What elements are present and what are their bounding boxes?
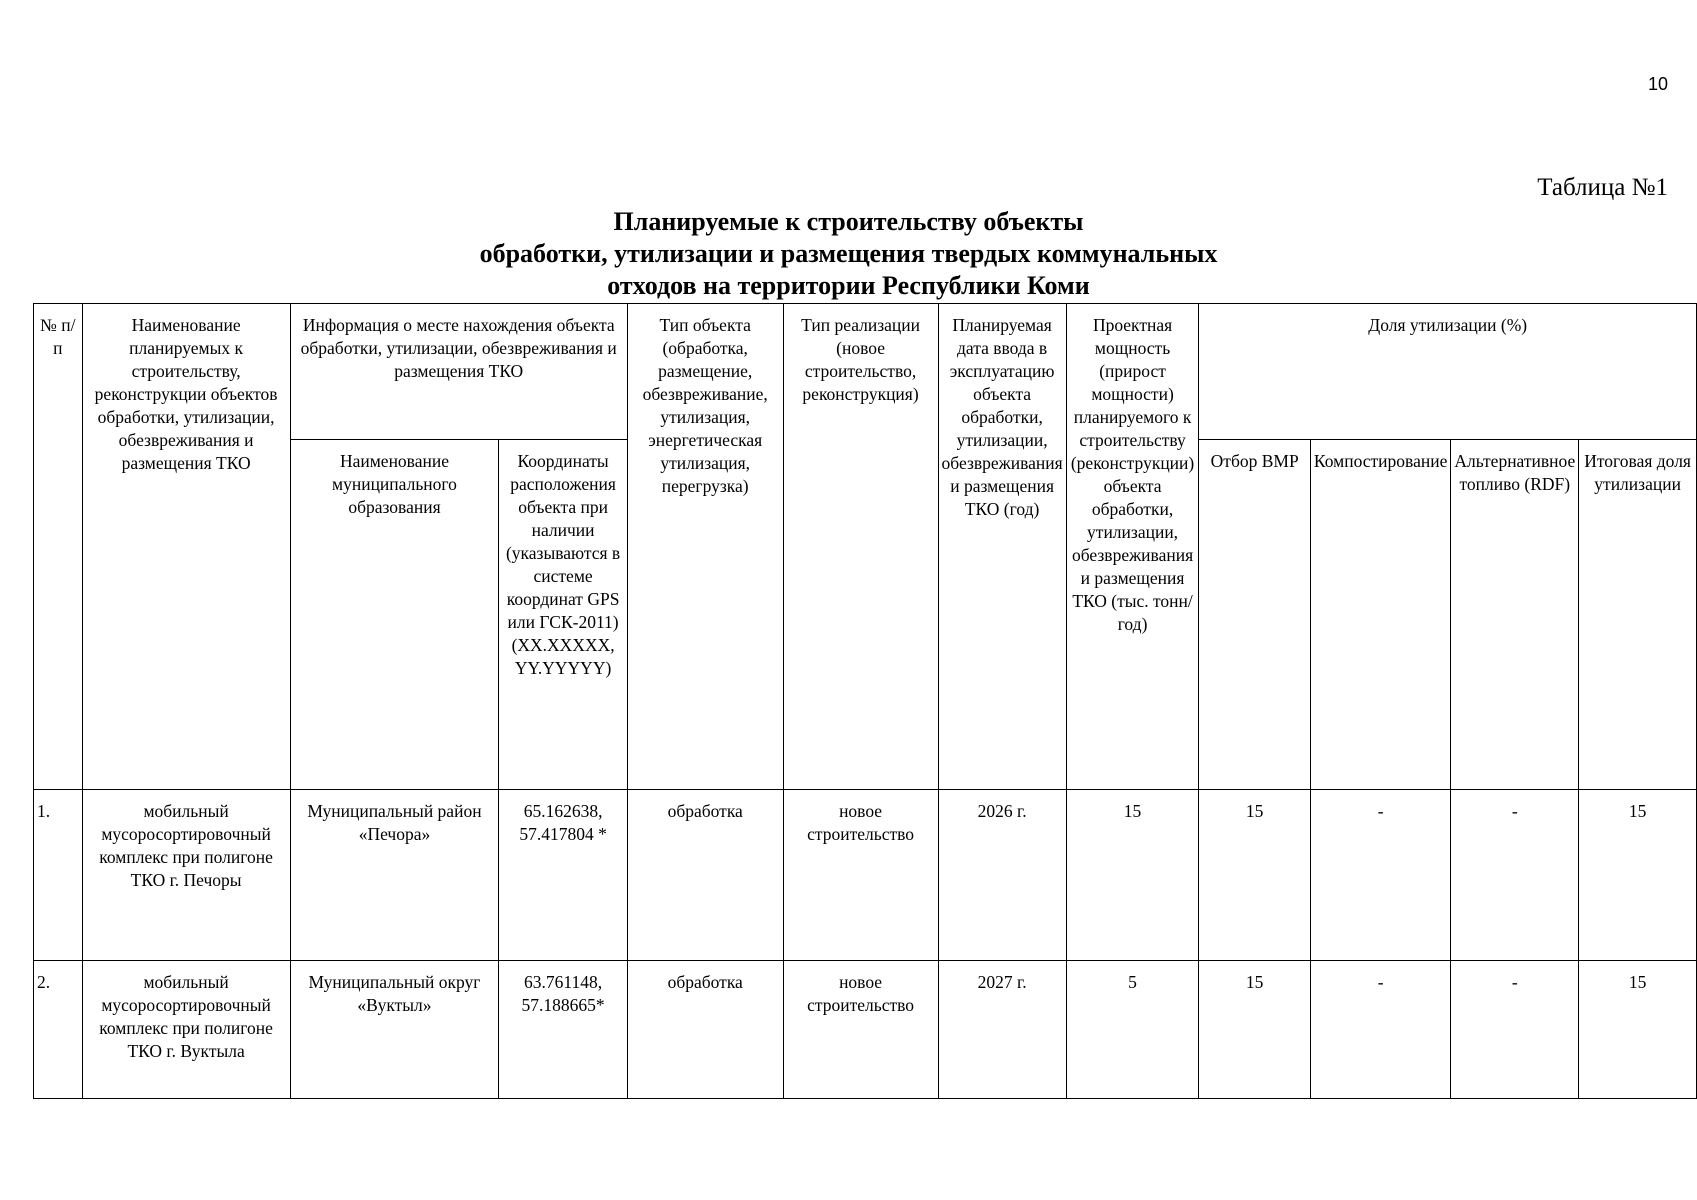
header-planned-date: Планируемая дата ввода в эксплуатацию объекта обработки, утилизации, обезвреживания и размещения ТКО (год) — [938, 304, 1066, 790]
header-coordinates: Координаты расположения объекта при наличии (указываются в системе координат GPS или ГСК-2011) (XX.XXXXX, YY.YYYYY) — [499, 440, 627, 790]
cell-capacity: 5 — [1066, 961, 1199, 1099]
header-utilization-group: Доля утилизации (%) — [1199, 304, 1697, 440]
cell-num: 2. — [34, 961, 83, 1099]
header-alt-fuel: Альтернативное топливо (RDF) — [1451, 440, 1579, 790]
title-line: Планируемые к строительству объекты — [613, 207, 1084, 236]
cell-implementation-type: новое строительство — [783, 961, 938, 1099]
cell-capacity: 15 — [1066, 790, 1199, 961]
cell-alt-fuel: - — [1451, 961, 1579, 1099]
cell-municipality: Муниципальный округ «Вуктыл» — [290, 961, 499, 1099]
cell-object-type: обработка — [627, 961, 783, 1099]
header-location-group: Информация о месте нахождения объекта обработки, утилизации, обезвреживания и размещения ТКО — [290, 304, 627, 440]
header-object-type: Тип объекта (обработка, размещение, обезвреживание, утилизация, энергетическая утилизация, перегрузка) — [627, 304, 783, 790]
table-row — [34, 961, 1697, 1099]
table-title — [0, 206, 1697, 302]
cell-sorting: 15 — [1199, 790, 1310, 961]
facilities-table — [33, 303, 1697, 1099]
header-composting: Компостирование — [1310, 440, 1450, 790]
header-name: Наименование планируемых к строительству, реконструкции объектов обработки, утилизации, обезвреживания и размещения ТКО — [82, 304, 290, 790]
cell-alt-fuel: - — [1451, 790, 1579, 961]
table-number: Таблица №1 — [1537, 174, 1668, 201]
title-line: отходов на территории Республики Коми — [607, 271, 1090, 300]
cell-name: мобильный мусоросортировочный комплекс при полигоне ТКО г. Вуктыла — [82, 961, 290, 1099]
header-implementation-type: Тип реализации (новое строительство, реконструкция) — [783, 304, 938, 790]
cell-name: мобильный мусоросортировочный комплекс при полигоне ТКО г. Печоры — [82, 790, 290, 961]
cell-coordinates: 63.761148, 57.188665* — [499, 961, 627, 1099]
cell-composting: - — [1310, 790, 1450, 961]
header-sorting: Отбор ВМР — [1199, 440, 1310, 790]
cell-num: 1. — [34, 790, 83, 961]
header-row — [34, 304, 1697, 440]
page-number: 10 — [1647, 74, 1668, 94]
cell-planned-date: 2026 г. — [938, 790, 1066, 961]
header-total: Итоговая доля утилизации — [1579, 440, 1697, 790]
cell-total: 15 — [1579, 790, 1697, 961]
title-line: обработки, утилизации и размещения твердых коммунальных — [479, 239, 1218, 268]
cell-total: 15 — [1579, 961, 1697, 1099]
cell-planned-date: 2027 г. — [938, 961, 1066, 1099]
header-num: № п/п — [34, 304, 83, 790]
cell-coordinates: 65.162638, 57.417804 * — [499, 790, 627, 961]
cell-composting: - — [1310, 961, 1450, 1099]
cell-municipality: Муниципальный район «Печора» — [290, 790, 499, 961]
header-capacity: Проектная мощность (прирост мощности) планируемого к строительству (реконструкции) объекта обработки, утилизации, обезвреживания и размещения ТКО (тыс. тонн/год) — [1066, 304, 1199, 790]
cell-sorting: 15 — [1199, 961, 1310, 1099]
header-municipality: Наименование муниципального образования — [290, 440, 499, 790]
table-row — [34, 790, 1697, 961]
cell-implementation-type: новое строительство — [783, 790, 938, 961]
cell-object-type: обработка — [627, 790, 783, 961]
